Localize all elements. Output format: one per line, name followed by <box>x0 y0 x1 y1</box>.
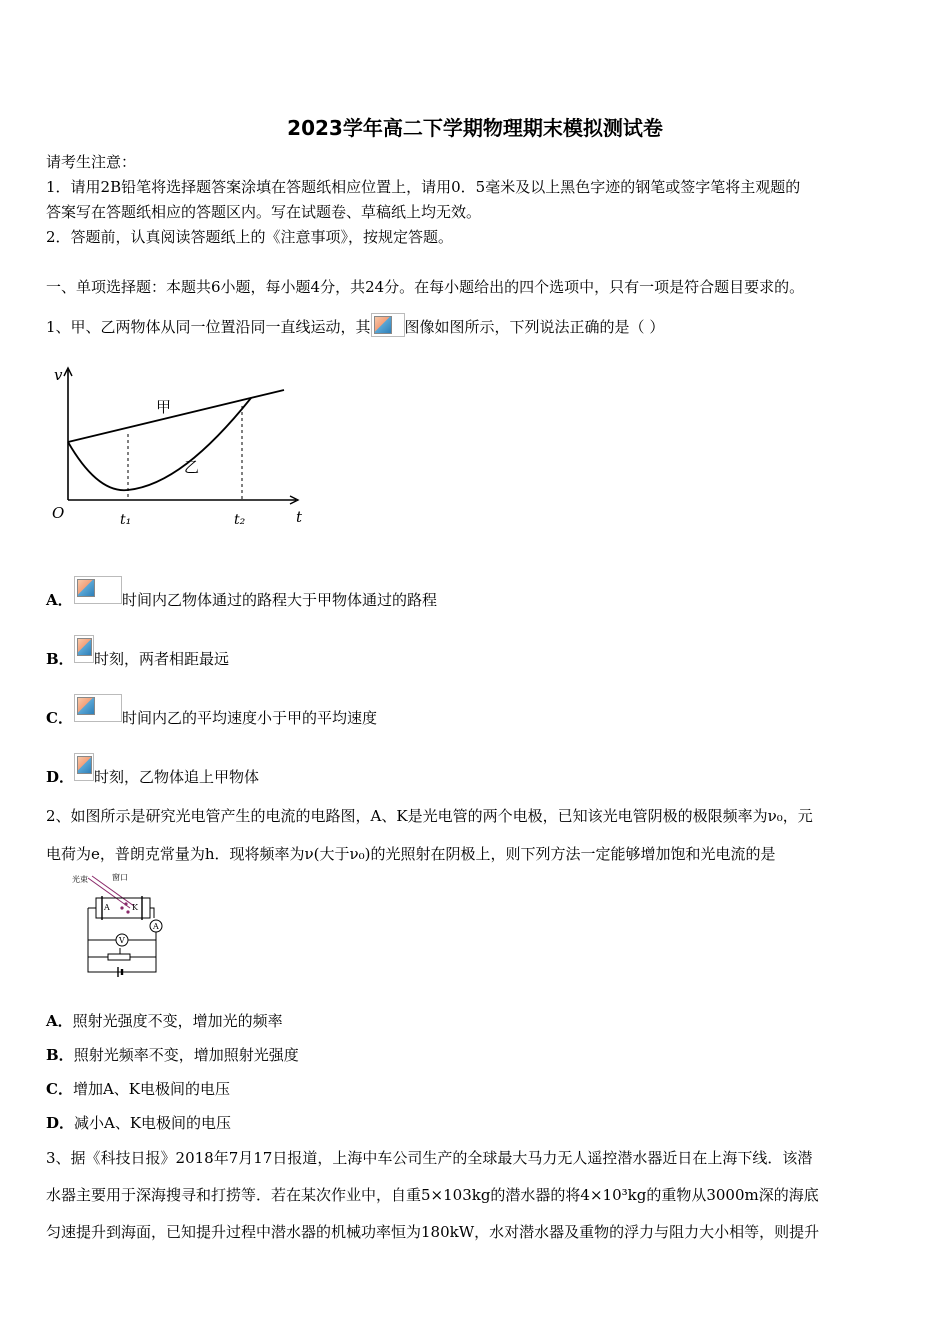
option-text: 时间内乙的平均速度小于甲的平均速度 <box>122 709 378 727</box>
notice-item-1b: 答案写在答题纸相应的答题区内。写在试题卷、草稿纸上均无效。 <box>46 203 482 221</box>
q2-option-a[interactable] <box>46 1011 283 1031</box>
broken-image-icon <box>74 635 94 663</box>
q2-stem-a: 2、如图所示是研究光电管产生的电流的电路图，A、K是光电管的两个电极，已知该光电管阴极的极限频率为ν₀，元 <box>46 807 813 825</box>
t-label: t <box>296 508 303 526</box>
option-label: A． <box>46 591 73 609</box>
window-label: 窗口 <box>112 873 128 882</box>
q3-line-1: 3、据《科技日报》2018年7月17日报道，上海中车公司生产的全球最大马力无人遥控潜水器近日在上海下线．该潜 <box>46 1149 813 1167</box>
option-text: 时刻，乙物体追上甲物体 <box>94 768 260 786</box>
t1-label: t₁ <box>120 512 132 528</box>
q1-option-b[interactable] <box>46 641 229 669</box>
a-electrode-label: A <box>104 903 110 912</box>
option-label: D． <box>46 768 75 786</box>
option-label: A． <box>46 1012 73 1030</box>
option-text: 减小A、K电极间的电压 <box>74 1114 232 1132</box>
option-text: 照射光强度不变，增加光的频率 <box>72 1012 283 1030</box>
q1-stem-part-b: 图像如图所示，下列说法正确的是（ ） <box>404 318 665 336</box>
broken-image-icon <box>74 576 122 604</box>
notice-item-2: 2．答题前，认真阅读答题纸上的《注意事项》，按规定答题。 <box>46 228 454 246</box>
jia-label: 甲 <box>156 398 172 416</box>
broken-image-icon <box>371 313 405 337</box>
option-text: 时间内乙物体通过的路程大于甲物体通过的路程 <box>122 591 438 609</box>
broken-image-icon <box>74 694 122 722</box>
q1-option-c[interactable] <box>46 700 377 728</box>
t2-label: t₂ <box>234 512 246 528</box>
v-label: v <box>54 366 63 384</box>
option-label: B． <box>46 1046 74 1064</box>
option-label: B． <box>46 650 74 668</box>
q2-circuit-diagram <box>66 870 176 982</box>
broken-image-icon <box>74 753 94 781</box>
q1-stem-part-a: 1、甲、乙两物体从同一位置沿同一直线运动，其 <box>46 318 371 336</box>
section-heading: 一、单项选择题：本题共6小题，每小题4分，共24分。在每小题给出的四个选项中，只有一项是符合题目要求的。 <box>46 278 805 296</box>
q1-stem <box>46 313 664 337</box>
q1-vt-graph <box>46 362 316 532</box>
rheostat <box>108 954 130 960</box>
option-text: 增加A、K电极间的电压 <box>72 1080 230 1098</box>
q2-option-c[interactable] <box>46 1079 230 1099</box>
q1-option-a[interactable] <box>46 582 437 610</box>
page-title: 2023学年高二下学期物理期末模拟测试卷 <box>287 116 663 140</box>
notice-heading: 请考生注意： <box>46 153 137 171</box>
q3-line-2: 水器主要用于深海搜寻和打捞等．若在某次作业中，自重5×103kg的潜水器的将4×10³kg的重物从3000m深的海底 <box>46 1186 819 1204</box>
light-label: 光束 <box>72 875 88 884</box>
option-label: D． <box>46 1114 75 1132</box>
origin-label: O <box>52 504 65 522</box>
option-label: C． <box>46 709 73 727</box>
q1-option-d[interactable] <box>46 759 259 787</box>
q2-option-b[interactable] <box>46 1045 299 1065</box>
k-electrode-label: K <box>132 903 138 912</box>
notice-item-1a: 1．请用2B铅笔将选择题答案涂填在答题纸相应位置上，请用0．5毫米及以上黑色字迹的钢笔或签字笔将主观题的 <box>46 178 801 196</box>
q2-option-d[interactable] <box>46 1113 231 1133</box>
option-label: C． <box>46 1080 73 1098</box>
option-text: 时刻，两者相距最远 <box>94 650 230 668</box>
voltmeter-label: V <box>119 936 125 945</box>
q2-stem-b: 电荷为e，普朗克常量为h．现将频率为ν(大于ν₀)的光照射在阴极上，则下列方法一定能够增加饱和光电流的是 <box>46 845 776 863</box>
ammeter-label: A <box>153 922 159 931</box>
yi-label: 乙 <box>184 458 200 476</box>
option-text: 照射光频率不变，增加照射光强度 <box>73 1046 299 1064</box>
q3-line-3: 匀速提升到海面，已知提升过程中潜水器的机械功率恒为180kW，水对潜水器及重物的浮力与阻力大小相等，则提升 <box>46 1223 820 1241</box>
line-jia <box>68 390 284 442</box>
